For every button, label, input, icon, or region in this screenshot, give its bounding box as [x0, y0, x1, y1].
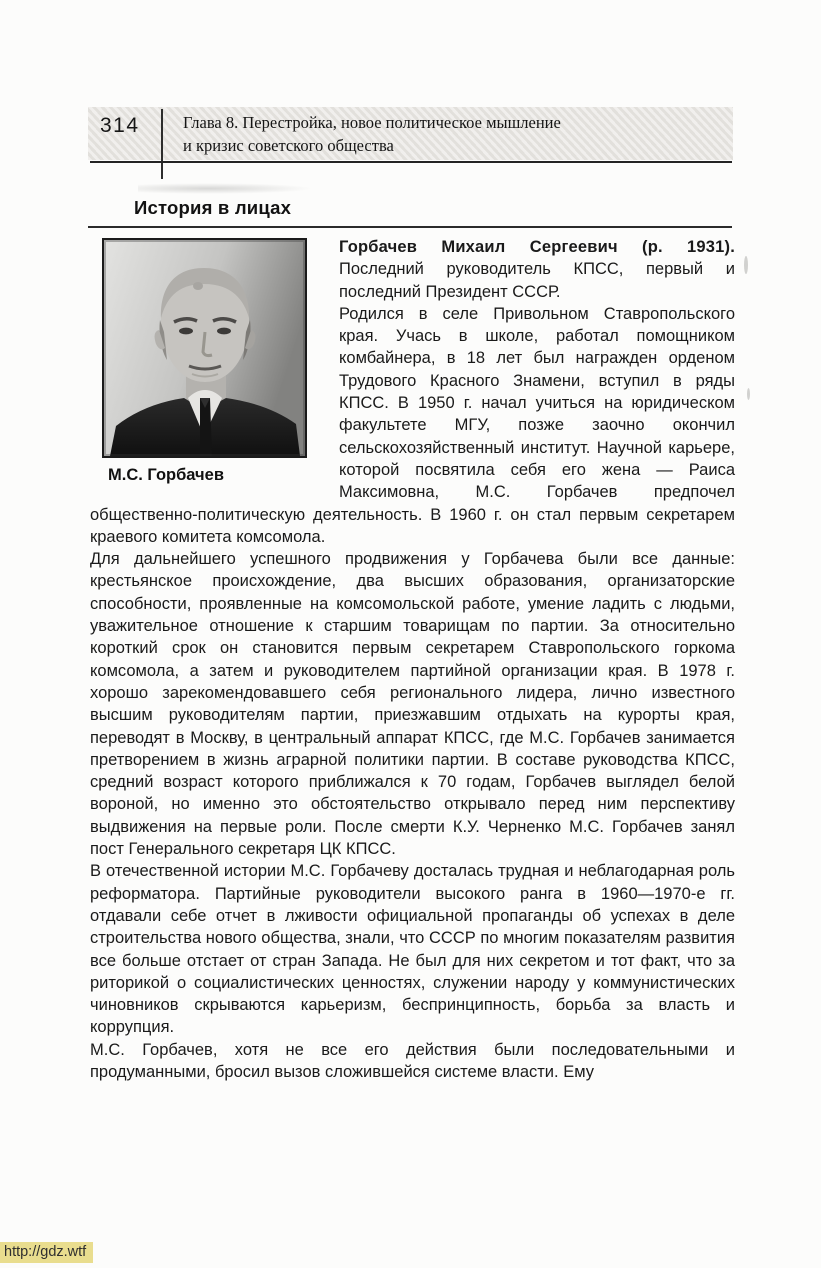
paragraph: В отечественной истории М.С. Горбачеву досталась трудная и неблагодарная роль реформатора. Партийные руководители высокого ранга в 1960—1970-е гг. отдавали себе отчет в лживости официальной пропаганды об успехах в деле строительства нового общества, знали, что СССР по многим показателям развития все больше отстает от стран Запада. Не был для них секретом и тот факт, что за риторикой о социалистических ценностях, служении народу у коммунистических чиновников скрываются карьеризм, беспринципность, борьба за власть и коррупция.: [90, 862, 735, 1037]
portrait-figure: [102, 238, 307, 486]
portrait-caption: М.С. Горбачев: [108, 466, 224, 484]
watermark-url-link[interactable]: http://gdz.wtf: [0, 1242, 93, 1263]
scan-speck: [747, 388, 750, 400]
header-rule: [90, 161, 732, 163]
chapter-title-line2: и кризис советского общества: [183, 136, 394, 155]
section-heading: История в лицах: [134, 197, 292, 218]
chapter-title: [183, 111, 723, 157]
person-name-bold: Горбачев Михаил Сергеевич (р. 1931).: [339, 238, 735, 256]
scan-smudge: [138, 183, 313, 194]
scan-speck: [744, 256, 748, 274]
page-number: 314: [100, 114, 140, 137]
gorbachev-portrait-photo: [102, 238, 307, 458]
section-rule: [88, 226, 732, 228]
paragraph: Родился в селе Привольном Ставропольского края. Учась в школе, работал помощником комбайнера, в 18 лет был награжден орденом Трудового Красного Знамени, вступил в ряды КПСС. В 1950 г. начал учиться на юридическом факультете МГУ, позже заочно окончил сельскохозяйственный институт. Научной карьере, которой посвятила себя его жена — Раиса Максимовна, М.С. Горбачев предпочел общественно-политическую деятельность. В 1960 г. он стал первым секретарем краевого комитета комсомола.: [90, 304, 735, 546]
paragraph: Для дальнейшего успешного продвижения у Горбачева были все данные: крестьянское происхождение, два высших образования, организаторские способности, проявленные на комсомольской работе, умение ладить с людьми, уважительное отношение к старшим товарищам по партии. За относительно короткий срок он становится первым секретарем Ставропольского горкома комсомола, а затем и руководителем партийной организации края. В 1978 г. хорошо зарекомендовавшего себя регионального лидера, лично известного высшим руководителям партии, приезжавшим отдыхать на курорты края, переводят в Москву, в центральный аппарат КПСС, где М.С. Горбачев занимается претворением в жизнь аграрной политики партии. В составе руководства КПСС, средний возраст которого приближался к 70 годам, Горбачев выглядел белой вороной, но именно это обстоятельство открывало перед ним перспективу выдвижения на первые роли. После смерти К.У. Черненко М.С. Горбачев занял пост Генерального секретаря ЦК КПСС.: [90, 550, 735, 859]
paragraph: М.С. Горбачев, хотя не все его действия были последовательными и продуманными, бросил вызов сложившейся системе власти. Ему: [90, 1040, 735, 1081]
chapter-title-line1: Глава 8. Перестройка, новое политическое мышление: [183, 113, 561, 132]
header-vertical-divider: [161, 109, 163, 179]
lead-rest: Последний руководитель КПСС, первый и последний Президент СССР.: [339, 260, 735, 301]
article-body: [90, 236, 735, 1083]
